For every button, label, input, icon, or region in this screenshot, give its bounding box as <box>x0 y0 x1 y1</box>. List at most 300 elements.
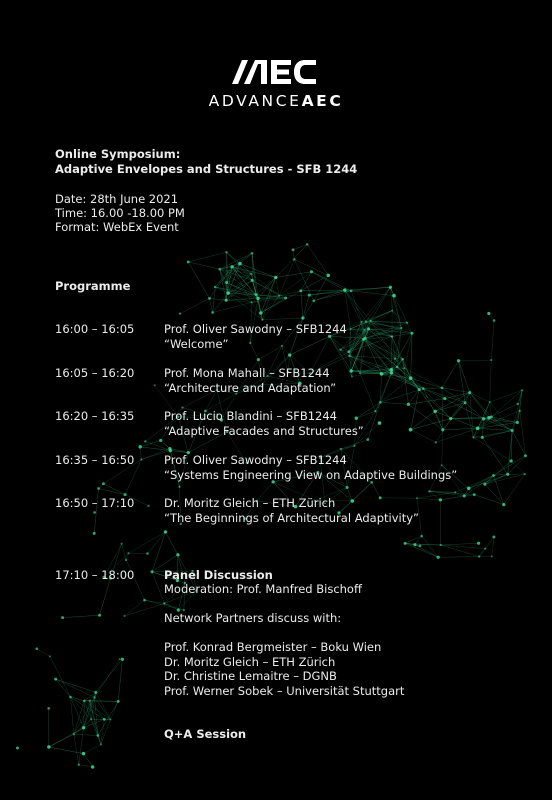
event-title: Adaptive Envelopes and Structures - SFB 1244 <box>55 162 358 176</box>
network-node <box>482 417 485 420</box>
network-line <box>411 411 436 429</box>
network-node <box>506 473 509 476</box>
network-node <box>274 276 277 279</box>
network-node <box>454 491 456 493</box>
programme-item-time: 16:35 – 16:50 <box>55 453 135 467</box>
network-line <box>188 262 209 298</box>
panel-partner: Dr. Moritz Gleich – ETH Zürich <box>164 655 336 669</box>
network-line <box>165 532 177 555</box>
network-node <box>521 389 523 391</box>
network-node <box>511 429 514 432</box>
network-line <box>99 488 126 494</box>
network-node <box>119 658 121 660</box>
network-line <box>459 361 466 403</box>
network-node <box>208 297 211 300</box>
advanceaec-logo-mark <box>232 60 320 84</box>
network-line <box>314 290 345 301</box>
network-node <box>147 505 149 507</box>
network-node <box>47 745 50 748</box>
network-line <box>209 298 212 312</box>
network-line <box>276 244 308 277</box>
network-node <box>481 436 484 439</box>
network-node <box>310 270 313 273</box>
panel-partner: Prof. Konrad Bergmeister – Boku Wien <box>164 640 382 654</box>
network-node <box>339 349 341 351</box>
network-node <box>176 553 179 556</box>
network-node <box>91 765 94 768</box>
network-node <box>284 297 287 300</box>
network-line <box>442 430 443 465</box>
network-line <box>74 734 98 735</box>
network-node <box>47 707 50 710</box>
network-node <box>433 410 436 413</box>
network-node <box>151 570 154 573</box>
network-line <box>438 557 479 558</box>
network-line <box>417 498 440 500</box>
network-node <box>473 493 476 496</box>
network-node <box>347 350 350 353</box>
network-line <box>417 492 455 498</box>
network-node <box>293 258 296 261</box>
network-node <box>359 372 361 374</box>
network-node <box>420 535 423 538</box>
programme-item-speaker: Prof. Oliver Sawodny – SFB1244 <box>164 322 347 336</box>
network-node <box>117 700 120 703</box>
network-node <box>428 490 430 492</box>
network-node <box>69 696 72 699</box>
network-line <box>228 274 251 293</box>
panel-partner: Prof. Werner Sobek – Universität Stuttgart <box>164 684 405 698</box>
network-node <box>477 542 480 545</box>
network-node <box>343 288 346 291</box>
network-node <box>93 696 95 698</box>
panel-partners-intro: Network Partners discuss with: <box>164 611 342 625</box>
network-line <box>152 572 164 604</box>
network-node <box>146 552 149 555</box>
network-node <box>214 286 217 289</box>
network-node <box>348 355 350 357</box>
event-format: Format: WebEx Event <box>55 220 179 234</box>
network-node <box>143 599 146 602</box>
network-line <box>473 431 512 438</box>
network-line <box>479 537 494 557</box>
qa-session-label: Q+A Session <box>164 727 247 741</box>
network-node <box>409 428 413 432</box>
network-line <box>250 343 258 360</box>
network-node <box>211 311 214 314</box>
network-node <box>288 353 291 356</box>
event-type: Online Symposium: <box>55 147 181 161</box>
network-node <box>102 482 105 485</box>
network-line <box>70 697 73 734</box>
programme-item-time: 16:00 – 16:05 <box>55 322 135 336</box>
network-line <box>84 744 101 753</box>
network-line <box>164 603 183 610</box>
network-node <box>163 602 165 604</box>
network-node <box>435 441 437 443</box>
network-line <box>290 336 330 355</box>
network-line <box>339 482 372 513</box>
network-node <box>178 486 180 488</box>
network-line <box>442 361 459 388</box>
network-node <box>490 416 493 419</box>
network-node <box>121 658 124 661</box>
network-line <box>372 482 380 497</box>
network-node <box>353 445 355 447</box>
network-line <box>50 656 71 697</box>
network-node <box>238 262 242 266</box>
network-line <box>469 474 508 488</box>
network-node <box>127 552 129 554</box>
network-node <box>292 248 295 251</box>
network-node <box>392 294 396 298</box>
network-node <box>98 614 101 617</box>
network-line <box>262 277 275 319</box>
network-line <box>470 393 489 418</box>
network-node <box>251 279 254 282</box>
network-node <box>306 243 309 246</box>
network-node <box>407 403 410 406</box>
network-node <box>437 556 440 559</box>
network-line <box>394 296 401 328</box>
network-line <box>489 418 512 431</box>
programme-item-time: 16:20 – 16:35 <box>55 409 135 423</box>
network-line <box>363 339 391 373</box>
network-node <box>225 299 228 302</box>
network-node <box>139 445 142 448</box>
network-node <box>441 464 443 466</box>
network-node <box>380 372 384 376</box>
network-node <box>510 459 513 462</box>
network-node <box>308 294 311 297</box>
network-node <box>410 332 413 335</box>
network-line <box>391 336 392 369</box>
network-node <box>351 375 353 377</box>
network-node <box>394 358 396 360</box>
network-node <box>140 458 142 460</box>
programme-item-speaker: Prof. Oliver Sawodny – SFB1244 <box>164 453 347 467</box>
network-node <box>516 421 519 424</box>
network-line <box>491 321 494 361</box>
network-line <box>492 537 494 556</box>
network-node <box>400 327 402 329</box>
network-node <box>419 545 422 548</box>
network-line <box>363 339 397 367</box>
network-node <box>249 342 251 344</box>
network-node <box>327 274 330 277</box>
network-line <box>49 747 84 754</box>
network-node <box>493 319 496 322</box>
network-line <box>56 679 96 692</box>
network-node <box>78 764 80 766</box>
network-line <box>470 393 490 402</box>
network-node <box>179 312 181 314</box>
network-node <box>100 743 102 745</box>
programme-item-speaker: Prof. Mona Mahall – SFB1244 <box>164 366 330 380</box>
network-line <box>440 496 464 500</box>
network-node <box>374 410 376 412</box>
network-line <box>356 402 380 418</box>
network-node <box>61 616 64 619</box>
network-node <box>369 320 371 322</box>
network-line <box>490 360 492 402</box>
network-line <box>442 388 443 430</box>
network-node <box>225 281 228 284</box>
network-node <box>125 559 127 561</box>
network-node <box>483 483 486 486</box>
network-node <box>404 542 407 545</box>
network-node <box>360 321 362 323</box>
network-line <box>415 545 438 558</box>
network-node <box>378 421 382 425</box>
network-node <box>218 268 221 271</box>
network-line <box>490 390 522 402</box>
network-node <box>363 329 365 331</box>
network-node <box>379 401 382 404</box>
network-node <box>97 734 100 737</box>
network-line <box>262 318 302 320</box>
network-node <box>379 496 382 499</box>
network-node <box>123 615 125 617</box>
network-node <box>484 548 486 550</box>
network-node <box>396 366 399 369</box>
network-line <box>101 719 110 744</box>
advanceaec-wordmark <box>0 92 552 110</box>
network-node <box>472 436 474 438</box>
network-node <box>251 252 254 255</box>
network-node <box>82 752 86 756</box>
network-line <box>356 411 375 418</box>
programme-item-speaker: Prof. Lucio Blandini – SFB1244 <box>164 409 337 423</box>
network-line <box>84 701 85 728</box>
network-node <box>301 316 304 319</box>
network-line <box>405 543 438 557</box>
network-node <box>489 401 491 403</box>
network-node <box>476 427 480 431</box>
network-node <box>54 678 57 681</box>
network-line <box>512 431 525 456</box>
network-node <box>255 293 258 296</box>
network-line <box>405 536 422 543</box>
network-line <box>489 404 518 418</box>
network-node <box>83 699 86 702</box>
network-node <box>478 555 480 557</box>
network-node <box>299 289 302 292</box>
network-line <box>512 411 520 431</box>
network-line <box>213 293 229 312</box>
network-node <box>144 440 146 442</box>
network-node <box>346 486 349 489</box>
network-line <box>70 697 104 719</box>
network-node <box>187 260 190 263</box>
programme-item-speaker: Dr. Moritz Gleich – ETH Zürich <box>164 496 336 510</box>
network-line <box>490 402 492 417</box>
network-node <box>159 439 162 442</box>
network-node <box>259 311 262 314</box>
network-node <box>492 535 495 538</box>
network-node <box>464 401 467 404</box>
network-node <box>350 328 352 330</box>
network-node <box>390 371 393 374</box>
network-line <box>180 298 209 313</box>
network-line <box>261 298 286 313</box>
programme-item-time: 16:05 – 16:20 <box>55 366 135 380</box>
network-node <box>278 295 280 297</box>
network-node <box>404 367 406 369</box>
network-node <box>519 410 521 412</box>
network-line <box>345 290 366 321</box>
event-time: Time: 16.00 -18.00 PM <box>55 206 185 220</box>
network-line <box>140 447 141 460</box>
network-node <box>351 499 355 503</box>
network-line <box>459 360 492 361</box>
network-line <box>423 389 445 399</box>
network-line <box>520 411 526 456</box>
network-line <box>482 419 483 438</box>
network-line <box>118 659 122 701</box>
network-node <box>443 397 446 400</box>
network-line <box>49 734 74 747</box>
panel-moderation: Moderation: Prof. Manfred Bischoff <box>164 582 362 596</box>
network-line <box>441 543 479 545</box>
network-node <box>35 647 38 650</box>
network-node <box>441 428 444 431</box>
network-line <box>301 291 303 318</box>
network-node <box>441 386 444 389</box>
network-node <box>422 387 425 390</box>
network-line <box>294 259 313 300</box>
network-line <box>213 287 216 313</box>
network-node <box>524 454 527 457</box>
network-node <box>440 544 442 546</box>
network-node <box>355 417 358 420</box>
programme-item-talk: “Systems Engineering View on Adaptive Buildings” <box>164 468 458 482</box>
network-node <box>409 376 413 380</box>
wordmark-bold: AEC <box>301 92 344 110</box>
network-node <box>389 286 392 289</box>
network-node <box>463 494 466 497</box>
network-line <box>405 333 412 368</box>
network-node <box>490 359 492 361</box>
network-node <box>491 555 493 557</box>
network-line <box>110 701 118 719</box>
network-line <box>101 719 104 744</box>
network-node <box>406 322 408 324</box>
network-node <box>467 487 470 490</box>
network-node <box>439 498 442 501</box>
network-line <box>301 290 345 291</box>
network-node <box>502 503 505 506</box>
network-line <box>100 578 111 615</box>
network-line <box>63 615 100 617</box>
network-node <box>391 335 394 338</box>
network-node <box>230 265 233 268</box>
network-node <box>90 718 92 720</box>
network-line <box>124 603 164 616</box>
network-node <box>103 718 106 721</box>
network-node <box>164 530 167 533</box>
network-node <box>256 297 259 300</box>
programme-item-time: 16:50 – 17:10 <box>55 496 135 510</box>
network-line <box>261 291 301 313</box>
network-node <box>94 691 97 694</box>
panel-title: Panel Discussion <box>164 568 273 582</box>
panel-partner: Dr. Christine Lemaitre – DGNB <box>164 669 337 683</box>
network-node <box>350 290 353 293</box>
programme-item-talk: “Architecture and Adaptation” <box>164 381 337 395</box>
programme-item-talk: “The Beginnings of Architectural Adaptivity” <box>164 511 419 525</box>
network-node <box>154 384 156 386</box>
network-node <box>89 700 91 702</box>
network-line <box>79 765 93 767</box>
programme-item-talk: “Welcome” <box>164 337 229 351</box>
network-node <box>16 747 19 750</box>
network-node <box>109 718 111 720</box>
network-line <box>188 262 219 269</box>
network-line <box>511 461 525 474</box>
network-node <box>257 358 260 361</box>
network-node <box>401 358 404 361</box>
network-node <box>281 345 283 347</box>
network-line <box>473 402 489 437</box>
network-node <box>93 511 96 514</box>
network-line <box>279 295 309 296</box>
network-node <box>169 449 172 452</box>
network-line <box>74 734 79 765</box>
network-node <box>49 655 51 657</box>
network-node <box>418 388 421 391</box>
network-node <box>457 359 460 362</box>
network-line <box>147 532 165 554</box>
network-node <box>487 312 490 315</box>
network-node <box>251 301 253 303</box>
network-line <box>330 336 341 349</box>
programme-heading: Programme <box>55 279 131 293</box>
network-node <box>449 417 452 420</box>
network-line <box>220 253 252 269</box>
network-node <box>365 320 367 322</box>
network-line <box>423 388 442 389</box>
event-date: Date: 28th June 2021 <box>55 192 179 206</box>
network-line <box>464 475 493 496</box>
panel-time: 17:10 – 18:00 <box>55 568 135 582</box>
network-line <box>37 649 50 657</box>
network-node <box>225 251 227 253</box>
network-node <box>97 487 100 490</box>
network-line <box>380 402 408 404</box>
network-line <box>128 532 165 553</box>
network-line <box>455 475 493 492</box>
network-node <box>250 273 252 275</box>
network-line <box>293 244 307 249</box>
network-node <box>366 438 369 441</box>
network-node <box>73 733 75 735</box>
network-line <box>473 437 511 461</box>
network-line <box>309 290 345 295</box>
network-node <box>261 319 263 321</box>
network-node <box>367 327 370 330</box>
network-node <box>416 497 418 499</box>
network-line <box>84 754 93 767</box>
network-node <box>524 473 526 475</box>
network-line <box>360 373 375 411</box>
network-node <box>340 448 342 450</box>
network-node <box>362 338 365 341</box>
network-node <box>413 543 416 546</box>
network-node <box>93 532 96 535</box>
network-line <box>152 532 165 572</box>
network-line <box>303 295 309 318</box>
